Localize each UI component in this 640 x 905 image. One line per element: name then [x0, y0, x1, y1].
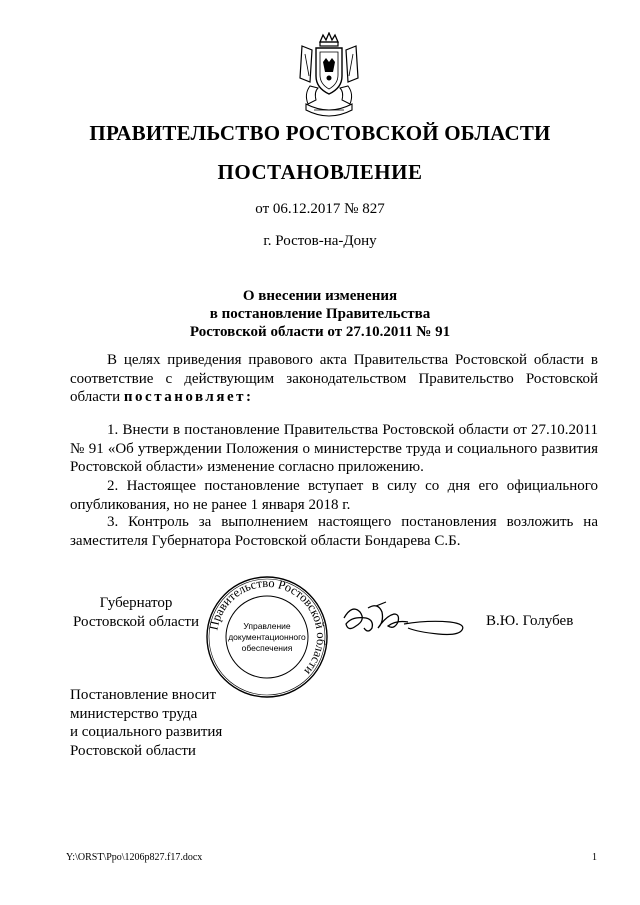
decree-item-2: 2. Настоящее постановление вступает в силу со дня его официального опубликования, но не ранее 1 января 2018 г. — [70, 478, 598, 513]
stamp-inner-line: обеспечения — [241, 643, 293, 653]
signatory-position — [66, 594, 206, 632]
stamp-inner-line: Управление — [243, 621, 291, 631]
position-line: Губернатор — [99, 595, 173, 611]
subject-line: Ростовской области от 27.10.2011 № 91 — [189, 324, 451, 340]
official-stamp — [205, 575, 329, 699]
signatory-name: В.Ю. Голубев — [486, 613, 574, 629]
intro-text: В целях приведения правового акта Правительства Ростовской области в соответствие с действующим законодательством Правительство Ростовской области — [70, 352, 598, 405]
stamp-ring-text: Правительство Ростовской области — [206, 575, 329, 678]
document-date-number: от 06.12.2017 № 827 — [255, 201, 385, 217]
document-city: г. Ростов-на-Дону — [263, 233, 377, 249]
footer-file-path: Y:\ORST\Ppo\1206p827.f17.docx — [66, 852, 203, 863]
position-line: Ростовской области — [73, 614, 199, 630]
submitter-line: Постановление вносит — [70, 687, 217, 703]
handwritten-signature — [338, 598, 470, 640]
subject-line: О внесении изменения — [242, 288, 398, 304]
coat-of-arms-emblem — [296, 32, 362, 118]
footer-page-number: 1 — [592, 852, 597, 863]
submitter-line: и социального развития — [70, 724, 223, 740]
government-title: ПРАВИТЕЛЬСТВО РОСТОВСКОЙ ОБЛАСТИ — [89, 121, 551, 145]
decree-item-3: 3. Контроль за выполнением настоящего постановления возложить на заместителя Губернатора Ростовской области Бондарева С.Б. — [70, 514, 598, 549]
submitter-line: министерство труда — [70, 705, 198, 722]
stamp-inner-line: документационного — [228, 632, 306, 642]
submitter-line: Ростовской области — [70, 742, 196, 759]
document-type-title: ПОСТАНОВЛЕНИЕ — [217, 160, 423, 184]
decree-word: постановляет: — [123, 389, 254, 405]
submitter-block — [70, 686, 222, 760]
document-subject — [0, 287, 640, 341]
decree-item-1: 1. Внести в постановление Правительства Ростовской области от 27.10.2011 № 91 «Об утверждении Положения о министерстве труда и социального развития Ростовской области» изменение согласно приложению. — [70, 422, 598, 475]
intro-paragraph — [70, 351, 598, 407]
subject-line: в постановление Правительства — [209, 306, 431, 322]
